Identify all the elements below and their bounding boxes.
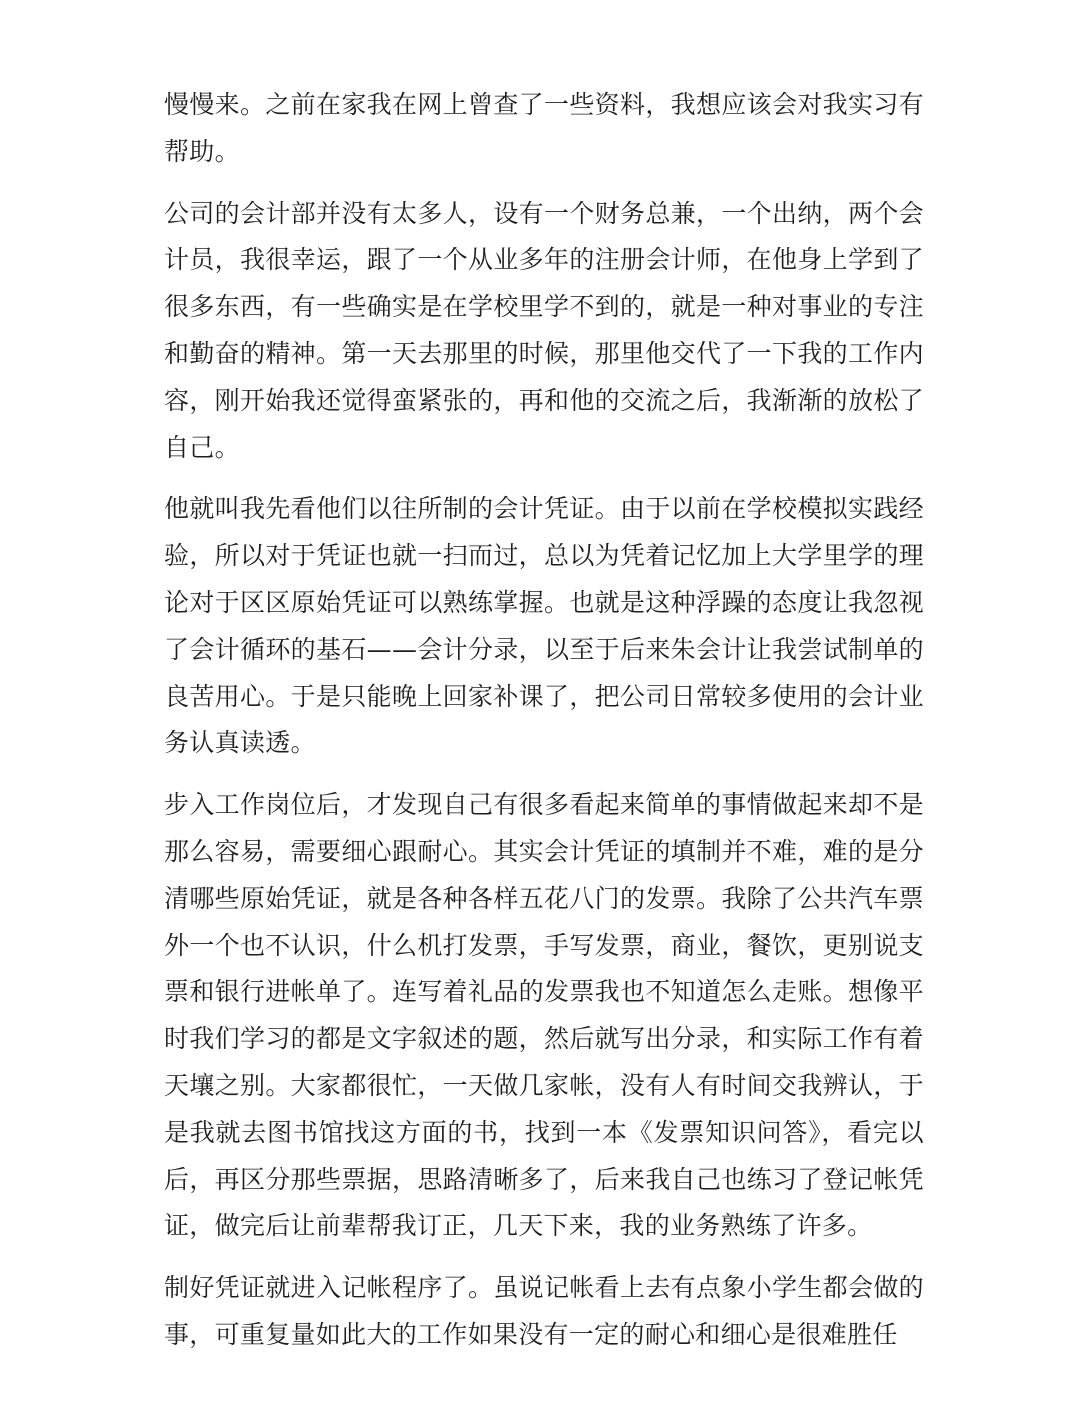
paragraph-1: 慢慢来。之前在家我在网上曾查了一些资料，我想应该会对我实习有帮助。 <box>164 90 924 166</box>
paragraph-2: 公司的会计部并没有太多人，设有一个财务总兼，一个出纳，两个会计员，我很幸运，跟了一个从业多年的注册会计师，在他身上学到了很多东西，有一些确实是在学校里学不到的，就是一种对事业的专注和勤奋的精神。第一天去那里的时候，那里他交代了一下我的工作内容，刚开始我还觉得蛮紧张的，再和他的交流之后，我渐渐的放松了自己。 <box>164 198 924 462</box>
paragraph-5: 制好凭证就进入记帐程序了。虽说记帐看上去有点象小学生都会做的事，可重复量如此大的工作如果没有一定的耐心和细心是很难胜任 <box>164 1273 924 1349</box>
document-body <box>164 82 924 1359</box>
paragraph-3: 他就叫我先看他们以往所制的会计凭证。由于以前在学校模拟实践经验，所以对于凭证也就一扫而过，总以为凭着记忆加上大学里学的理论对于区区原始凭证可以熟练掌握。也就是这种浮躁的态度让我忽视了会计循环的基石——会计分录，以至于后来朱会计让我尝试制单的良苦用心。于是只能晚上回家补课了，把公司日常较多使用的会计业务认真读透。 <box>164 494 924 758</box>
paragraph-4: 步入工作岗位后，才发现自己有很多看起来简单的事情做起来却不是那么容易，需要细心跟耐心。其实会计凭证的填制并不难，难的是分清哪些原始凭证，就是各种各样五花八门的发票。我除了公共汽车票外一个也不认识，什么机打发票，手写发票，商业，餐饮，更别说支票和银行进帐单了。连写着礼品的发票我也不知道怎么走账。想像平时我们学习的都是文字叙述的题，然后就写出分录，和实际工作有着天壤之别。大家都很忙，一天做几家帐，没有人有时间交我辨认，于是我就去图书馆找这方面的书，找到一本《发票知识问答》，看完以后，再区分那些票据，思路清晰多了，后来我自己也练习了登记帐凭证，做完后让前辈帮我订正，几天下来，我的业务熟练了许多。 <box>164 790 924 1241</box>
